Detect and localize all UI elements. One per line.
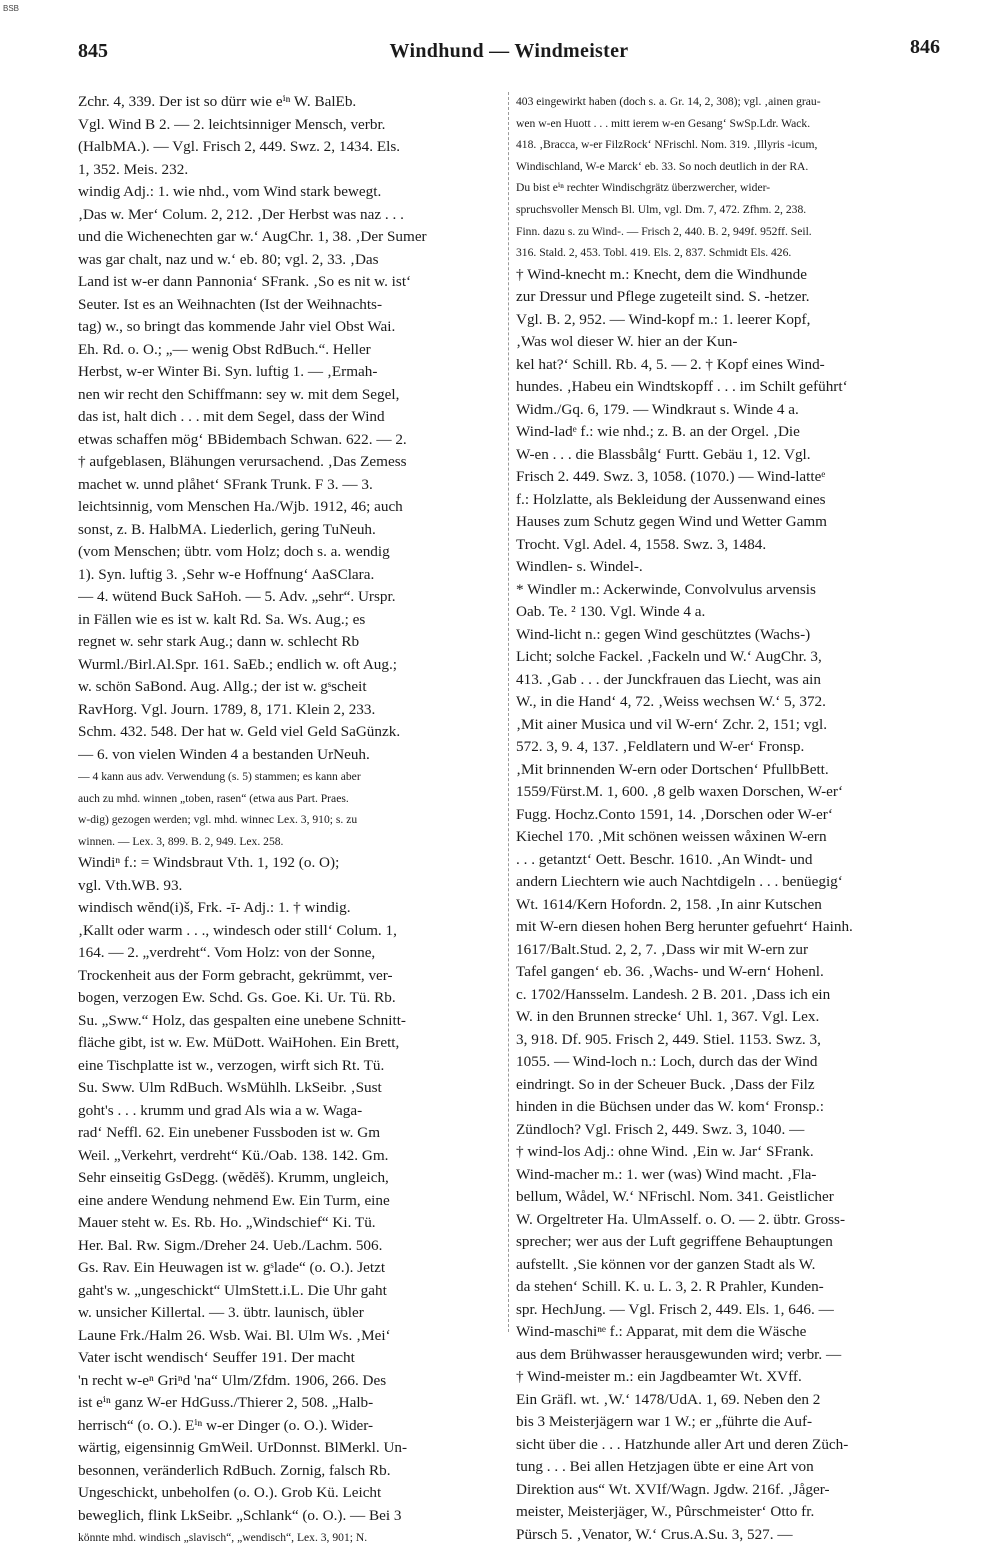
text-line: Vgl. Wind B 2. — 2. leichtsinniger Mensch, verbr.: [78, 115, 386, 133]
text-line: Du bist eⁱⁿ rechter Windischgrätz überzwercher, wider-: [516, 181, 771, 195]
text-line: Tafel gangen‘ eb. 36. ‚Wachs- und W-ern‘ Hohenl.: [516, 963, 824, 981]
text-line: vgl. Vth.WB. 93.: [78, 876, 183, 894]
text-line: (vom Menschen; übtr. vom Holz; doch s. a. wendig: [78, 543, 390, 560]
text-line: gaht's w. „ungeschickt“ UlmStett.i.L. Die Uhr gaht: [78, 1281, 387, 1299]
text-line: Su. „Sww.“ Holz, das gespalten eine unebene Schnitt-: [78, 1011, 406, 1029]
text-line: — 4 kann aus adv. Verwendung (s. 5) stammen; es kann aber: [78, 770, 361, 783]
text-line: wen w-en Huott . . . mitt ierem w-en Gesang‘ SwSp.Ldr. Wack.: [516, 116, 811, 130]
text-line: Schm. 432. 548. Der hat w. Geld viel Geld SaGünzk.: [78, 723, 401, 740]
text-line: Mauer steht w. Es. Rb. Ho. „Windschief“ Ki. Tü.: [78, 1214, 376, 1232]
text-line: Wurml./Birl.Al.Spr. 161. SaEb.; endlich w. oft Aug.;: [78, 655, 398, 673]
text-line: bellum, Wådel, W.‘ NFrischl. Nom. 341. Geistlicher: [516, 1188, 834, 1206]
text-line: Wind-licht n.: gegen Wind geschütztes (Wachs-): [516, 625, 811, 643]
text-line: 418. ‚Bracca, w-er FilzRock‘ NFrischl. Nom. 319. ‚Illyris -icum,: [516, 138, 818, 152]
text-line: W-en . . . die Blassbålg‘ Furtt. Gebäu 1, 12. Vgl.: [516, 445, 811, 463]
running-title: Windhund — Windmeister: [389, 40, 629, 62]
text-line: † aufgeblasen, Blähungen verursachend. ‚Das Zemess: [78, 453, 407, 470]
text-line: † Wind-meister m.: ein Jagdbeamter Wt. XVff.: [516, 1368, 802, 1386]
text-line: besonnen, veränderlich RdBuch. Zornig, falsch Rb.: [78, 1461, 391, 1479]
text-line: in Fällen wie es ist w. kalt Rd. Sa. Ws. Aug.; es: [78, 610, 366, 628]
text-line: Licht; solche Fackel. ‚Fackeln und W.‘ AugChr. 3,: [516, 648, 822, 666]
text-line: kel hat?‘ Schill. Rb. 4, 5. — 2. † Kopf eines Wind-: [516, 355, 825, 373]
text-line: hinden in die Büchsen under das W. kom‘ Fronsp.:: [516, 1098, 824, 1116]
text-line: 164. — 2. „verdreht“. Vom Holz: von der Sonne,: [78, 944, 376, 962]
text-line: bis 3 Meisterjägern war 1 W.; er „führte die Auf-: [516, 1413, 813, 1431]
text-line: spruchsvoller Mensch Bl. Ulm, vgl. Dm. 7, 472. Zfhm. 2, 238.: [516, 202, 807, 216]
text-line: Trockenheit aus der Form gebracht, gekrümmt, ver-: [78, 966, 393, 984]
text-line: 3, 918. Df. 905. Frisch 2, 449. Stiel. 1153. Swz. 3,: [516, 1030, 821, 1048]
text-line: Windischland, W-e Marck‘ eb. 33. So noch deutlich in der RA.: [516, 159, 809, 173]
text-line: meister, Meisterjäger, W., Pûrschmeister‘ Otto fr.: [516, 1503, 815, 1521]
left-column: [78, 91, 502, 1549]
text-line: etwas schaffen mög‘ BBidembach Schwan. 622. — 2.: [78, 430, 407, 448]
text-line: eine andere Wendung nehmend Ew. Ein Turm, eine: [78, 1191, 390, 1209]
text-line: rad‘ Neffl. 62. Ein unebener Fussboden ist w. Gm: [78, 1124, 381, 1142]
text-line: andern Liechtern wie auch Nachtdigeln . . . benüegig‘: [516, 873, 843, 891]
text-line: 'n recht w-eⁿ Griⁿd 'na“ Ulm/Zfdm. 1906, 266. Des: [78, 1371, 387, 1389]
text-line: c. 1702/Hansselm. Landesh. 2 B. 201. ‚Dass ich ein: [516, 985, 831, 1003]
text-line: Windiⁿ f.: = Windsbraut Vth. 1, 192 (o. O);: [78, 854, 340, 872]
text-line: windisch wĕnd(i)š, Frk. -ī- Adj.: 1. † windig.: [78, 899, 351, 917]
text-line: ‚Was wol dieser W. hier an der Kun-: [516, 333, 738, 351]
text-line: W., in die Hand‘ 4, 72. ‚Weiss wechsen W.‘ 5, 372.: [516, 693, 826, 711]
page-number-right: 846: [910, 36, 940, 58]
page-number-left: 845: [78, 40, 108, 62]
text-line: w. unsicher Killertal. — 3. übtr. launisch, übler: [78, 1304, 364, 1322]
text-line: aufstellt. ‚Sie können vor der ganzen Stadt als W.: [516, 1255, 816, 1273]
text-line: zur Dressur und Pflege zugeteilt sind. S. -hetzer.: [516, 288, 810, 306]
text-line: Her. Bal. Rw. Sigm./Dreher 24. Ueb./Lachm. 506.: [78, 1236, 383, 1254]
text-line: 413. ‚Gab . . . der Junckfrauen das Liecht, was ain: [516, 670, 821, 688]
text-line: * Windler m.: Ackerwinde, Convolvulus arvensis: [516, 580, 816, 598]
text-line: Pürsch 5. ‚Venator, W.‘ Crus.A.Su. 3, 527. —: [516, 1525, 793, 1543]
text-line: Laune Frk./Halm 26. Wsb. Wai. Bl. Ulm Ws. ‚Mei‘: [78, 1326, 391, 1344]
text-line: Gs. Rav. Ein Heuwagen ist w. gˢlade“ (o. O.). Jetzt: [78, 1259, 386, 1277]
text-line: Herbst, w-er Winter Bi. Syn. luftig 1. — ‚Ermah-: [78, 363, 378, 380]
text-line: ‚Mit brinnenden W-ern oder Dortschen‘ PfullbBett.: [516, 760, 829, 778]
text-line: fläche gibt, ist w. Ew. MüDott. WaiHohen. Ein Brett,: [78, 1034, 400, 1052]
text-line: aus dem Brühwasser herausgewunden wird; verbr. —: [516, 1345, 842, 1363]
text-line: RavHorg. Vgl. Journ. 1789, 8, 171. Klein 2, 233.: [78, 700, 376, 718]
text-line: sprecher; wer aus der Luft gegriffene Behauptungen: [516, 1233, 833, 1251]
text-line: † Wind-knecht m.: Knecht, dem die Windhunde: [516, 265, 807, 283]
text-line: w. schön SaBond. Aug. Allg.; der ist w. gˢscheit: [78, 678, 367, 695]
text-line: 1). Syn. luftig 3. ‚Sehr w-e Hoffnung‘ AaSClara.: [78, 565, 375, 583]
text-line: Hauses zum Schutz gegen Wind und Wetter Gamm: [516, 513, 827, 531]
text-line: herrisch“ (o. O.). Eⁱⁿ w-er Dinger (o. O.). Wider-: [78, 1416, 374, 1434]
text-line: 1055. — Wind-loch n.: Loch, durch das der Wind: [516, 1053, 818, 1071]
right-column: [516, 91, 942, 1546]
text-line: Trocht. Vgl. Adel. 4, 1558. Swz. 3, 1484.: [516, 535, 767, 553]
text-line: tag) w., so bringt das kommende Jahr viel Obst Wai.: [78, 318, 396, 335]
text-line: eine Tischplatte ist w., verzogen, wirft sich Rt. Tü.: [78, 1056, 385, 1074]
text-line: Finn. dazu s. zu Wind-. — Frisch 2, 440. B. 2, 949f. 952ff. Seil.: [516, 224, 812, 238]
text-line: windig Adj.: 1. wie nhd., vom Wind stark bewegt.: [78, 183, 382, 200]
text-line: auch zu mhd. winnen „toben, rasen“ (etwa aus Part. Praes.: [78, 791, 349, 805]
text-line: Kiechel 170. ‚Mit schönen weissen wåxinen W-ern: [516, 828, 827, 846]
text-line: 1559/Fürst.M. 1, 600. ‚8 gelb waxen Dorschen, W-er‘: [516, 783, 844, 801]
text-line: winnen. — Lex. 3, 899. B. 2, 949. Lex. 258.: [78, 834, 284, 848]
text-line: das ist, halt dich . . . mit dem Segel, dass der Wind: [78, 408, 385, 425]
text-line: w-dig) gezogen werden; vgl. mhd. winnec Lex. 3, 910; s. zu: [78, 813, 358, 827]
text-line: W. in den Brunnen strecke‘ Uhl. 1, 367. Vgl. Lex.: [516, 1008, 820, 1026]
text-line: tung . . . Bei allen Hetzjagen übte er eine Art von: [516, 1458, 814, 1476]
text-line: ‚Das w. Mer‘ Colum. 2, 212. ‚Der Herbst was naz . . .: [78, 205, 404, 223]
text-line: Land ist w-er dann Pannonia‘ SFrank. ‚So es nit w. ist‘: [78, 273, 412, 290]
text-line: Wind-ladᵉ f.: wie nhd.; z. B. an der Orgel. ‚Die: [516, 423, 800, 441]
text-line: Su. Sww. Ulm RdBuch. WsMühlh. LkSeibr. ‚Sust: [78, 1079, 382, 1097]
text-line: sicht über die . . . Hatzhunde aller Art und deren Züch-: [516, 1435, 849, 1453]
text-line: Sehr einseitig GsDegg. (wĕdĕš). Krumm, ungleich,: [78, 1169, 389, 1187]
text-line: f.: Holzlatte, als Bekleidung der Aussenwand eines: [516, 490, 826, 508]
text-line: Wind-maschiⁿᵉ f.: Apparat, mit dem die Wäsche: [516, 1323, 807, 1341]
text-line: hundes. ‚Habeu ein Windtskopff . . . im Schilt geführt‘: [516, 378, 848, 396]
text-line: regnet w. sehr stark Aug.; dann w. schlecht Rb: [78, 633, 360, 650]
text-line: 316. Stald. 2, 453. Tobl. 419. Els. 2, 837. Schmidt Els. 426.: [516, 246, 792, 260]
text-line: Windlen- s. Windel-.: [516, 558, 643, 576]
library-stamp: BSB: [3, 4, 20, 13]
text-line: ‚Mit ainer Musica und vil W-ern‘ Zchr. 2, 151; vgl.: [516, 715, 828, 733]
text-line: — 4. wütend Buck SaHoh. — 5. Adv. „sehr“. Urspr.: [78, 588, 396, 605]
text-line: Direktion aus“ Wt. XVIf/Wagn. Jgdw. 216f. ‚Jåger-: [516, 1480, 830, 1498]
text-line: — 6. von vielen Winden 4 a bestanden UrNeuh.: [78, 745, 370, 763]
text-line: Wt. 1614/Kern Hofordn. 2, 158. ‚In ainr Kutschen: [516, 895, 822, 913]
text-line: 1617/Balt.Stud. 2, 2, 7. ‚Dass wir mit W-ern zur: [516, 940, 809, 958]
text-line: was gar chalt, naz und w.‘ eb. 80; vgl. 2, 33. ‚Das: [78, 250, 379, 268]
text-line: Zündloch? Vgl. Frisch 2, 449. Swz. 3, 1040. —: [516, 1120, 805, 1138]
text-line: ist eⁱⁿ ganz W-er HdGuss./Thierer 2, 508. „Halb-: [78, 1394, 374, 1412]
text-line: . . . getantzt‘ Oett. Beschr. 1610. ‚An Windt- und: [516, 850, 813, 868]
text-line: nen wir recht den Schiffmann: sey w. mit dem Segel,: [78, 385, 400, 403]
text-line: Seuter. Ist es an Weihnachten (Ist der Weihnachts-: [78, 295, 383, 313]
text-line: machet w. unnd plåhet‘ SFrank Trunk. F 3. — 3.: [78, 475, 373, 493]
text-line: wärtig, eigensinnig GmWeil. UrDonnst. BlMerkl. Un-: [78, 1439, 408, 1457]
text-line: Zchr. 4, 339. Der ist so dürr wie eⁱⁿ W. BalEb.: [78, 93, 357, 110]
text-line: Ein Gräfl. wt. ‚W.‘ 1478/UdA. 1, 69. Neben den 2: [516, 1390, 821, 1408]
text-line: mit W-ern diesen hohen Berg herunter gefuehrt‘ Hainh.: [516, 918, 853, 936]
text-line: Widm./Gq. 6, 179. — Windkraut s. Winde 4 a.: [516, 400, 799, 418]
text-line: Ungeschickt, unbeholfen (o. O.). Grob Kü. Leicht: [78, 1484, 382, 1502]
text-line: 1, 352. Meis. 232.: [78, 160, 189, 178]
text-line: da stehen‘ Schill. K. u. L. 3, 2. R Prahler, Kunden-: [516, 1278, 824, 1296]
text-line: sonst, z. B. HalbMA. Liederlich, gering TuNeuh.: [78, 520, 376, 538]
text-line: † wind-los Adj.: ohne Wind. ‚Ein w. Jar‘ SFrank.: [516, 1143, 814, 1161]
column-divider: [508, 92, 509, 1332]
text-line: ‚Kallt oder warm . . ., windesch oder still‘ Colum. 1,: [78, 921, 397, 939]
text-line: leichtsinnig, vom Menschen Ha./Wjb. 1912, 46; auch: [78, 498, 403, 515]
text-line: spr. HechJung. — Vgl. Frisch 2, 449. Els. 1, 646. —: [516, 1300, 834, 1318]
text-line: eindringt. So in der Scheuer Buck. ‚Dass der Filz: [516, 1075, 815, 1093]
text-line: Weil. „Verkehrt, verdreht“ Kü./Oab. 138. 142. Gm.: [78, 1146, 389, 1164]
text-line: Eh. Rd. o. O.; „— wenig Obst RdBuch.“. Heller: [78, 340, 371, 358]
text-line: und die Wichenechten gar w.‘ AugChr. 1, 38. ‚Der Sumer: [78, 228, 427, 245]
text-line: (HalbMA.). — Vgl. Frisch 2, 449. Swz. 2, 1434. Els.: [78, 138, 401, 155]
text-line: Fugg. Hochz.Conto 1591, 14. ‚Dorschen oder W-er‘: [516, 805, 833, 823]
text-line: Frisch 2. 449. Swz. 3, 1058. (1070.) — Wind-latteᵉ: [516, 468, 826, 486]
text-line: Vgl. B. 2, 952. — Wind-kopf m.: 1. leerer Kopf,: [516, 310, 811, 328]
text-line: beweglich, flink LkSeibr. „Schlank“ (o. O.). — Bei 3: [78, 1506, 402, 1524]
text-line: Wind-macher m.: 1. wer (was) Wind macht. ‚Fla-: [516, 1165, 817, 1183]
page-header: [78, 36, 940, 70]
text-line: Oab. Te. ² 130. Vgl. Winde 4 a.: [516, 603, 706, 621]
text-line: könnte mhd. windisch „slavisch“, „wendisch“, Lex. 3, 901; N.: [78, 1531, 368, 1545]
text-line: 403 eingewirkt haben (doch s. a. Gr. 14, 2, 308); vgl. ‚ainen grau-: [516, 95, 821, 108]
text-line: Vater ischt wendisch‘ Seuffer 191. Der macht: [78, 1349, 355, 1367]
text-line: 572. 3, 9. 4, 137. ‚Feldlatern und W-er‘ Fronsp.: [516, 738, 805, 756]
text-line: bogen, verzogen Ew. Schd. Gs. Goe. Ki. Ur. Tü. Rb.: [78, 989, 396, 1007]
text-line: goht's . . . krumm und grad Als wia a w. Waga-: [78, 1101, 363, 1119]
text-line: W. Orgeltreter Ha. UlmAsself. o. O. — 2. übtr. Gross-: [516, 1210, 846, 1228]
